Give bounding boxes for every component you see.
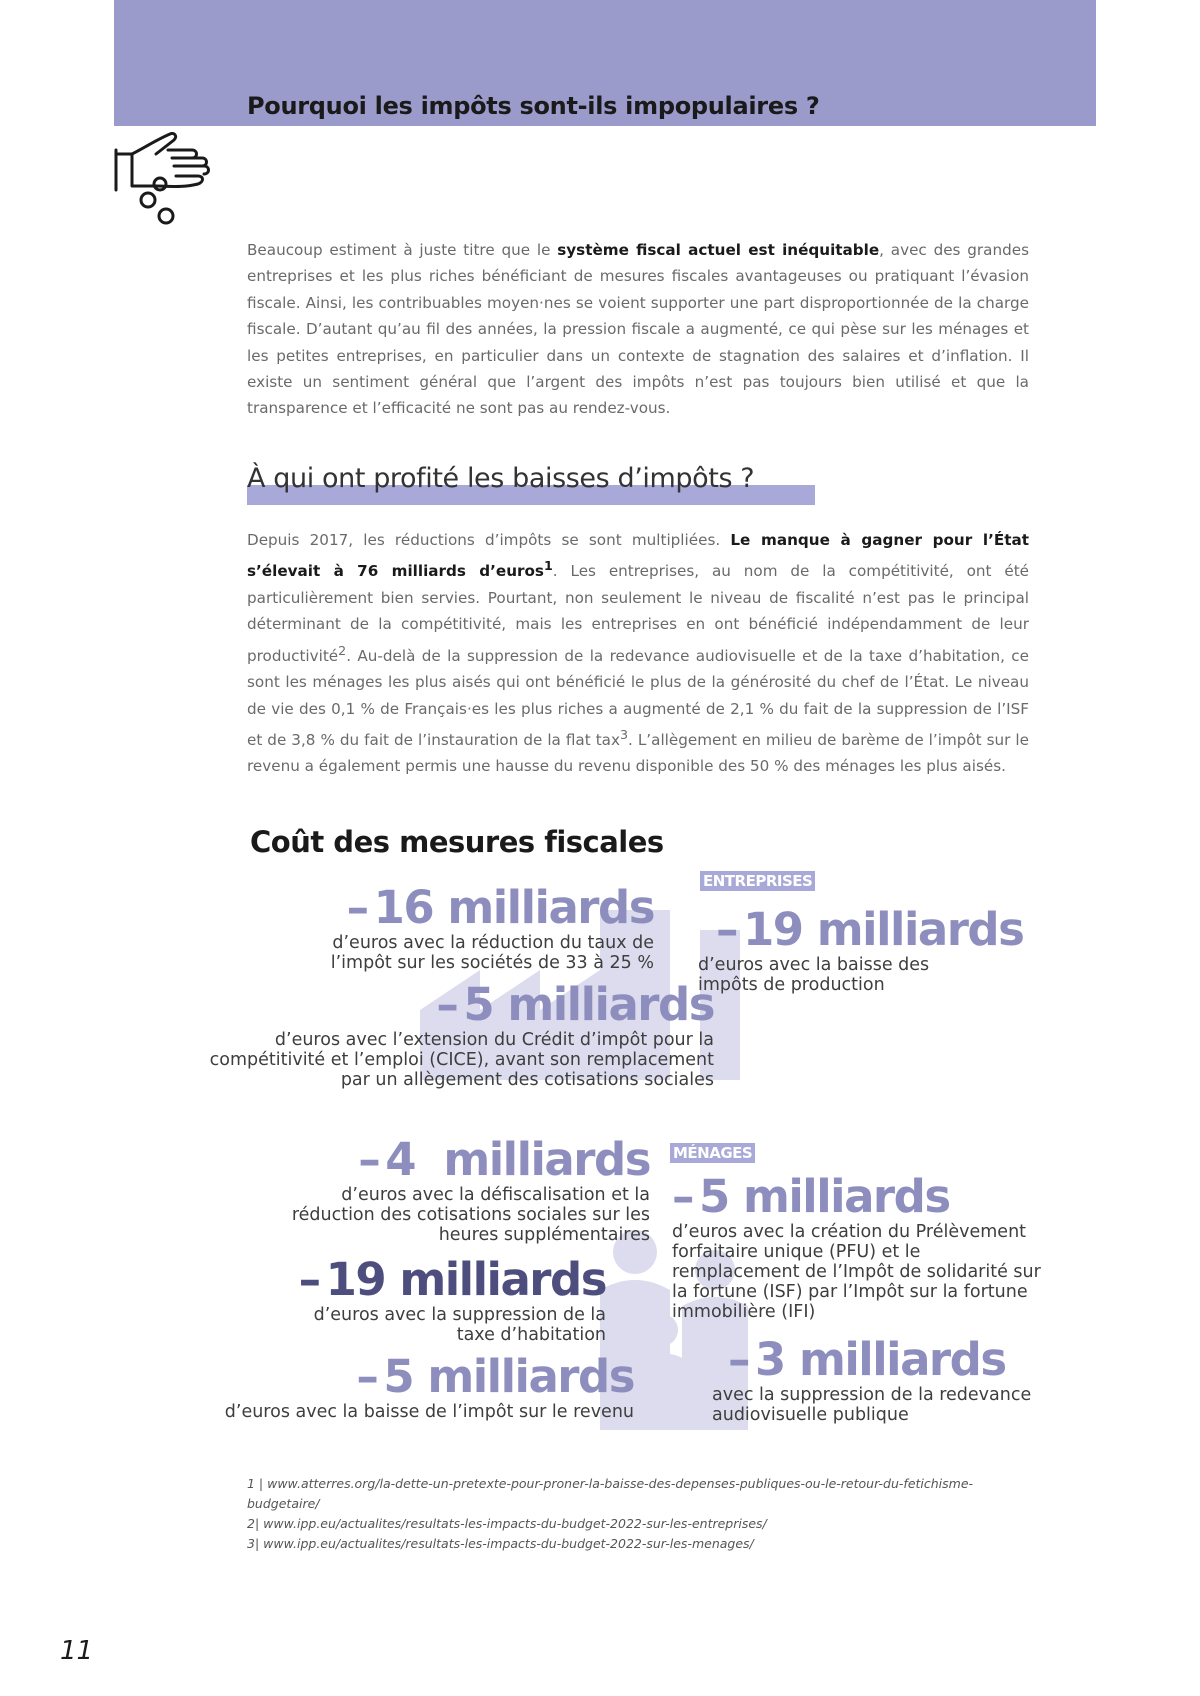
footnote-3: 3| www.ipp.eu/actualites/resultats-les-impacts-du-budget-2022-sur-les-menages/ <box>247 1536 754 1551</box>
measure-housing-tax <box>230 1255 606 1345</box>
measure-income-tax <box>200 1352 634 1422</box>
measure-amount: – 3 milliards <box>728 1333 1006 1386</box>
footnote-1: 1 | www.atterres.org/la-dette-un-pretexte-pour-proner-la-baisse-des-depenses-publiques-ou-le-retour-du-fetichisme-budgetaire/ <box>247 1476 974 1511</box>
measure-amount: – 19 milliards <box>716 903 1024 956</box>
page-title: Pourquoi les impôts sont-ils impopulaires ? <box>247 92 820 120</box>
entreprises-tag: ENTREPRISES <box>700 871 815 891</box>
measure-amount: – 16 milliards <box>346 881 654 934</box>
measure-production-tax <box>698 905 1038 995</box>
footnote-ref-3: 3 <box>619 726 629 742</box>
measure-amount: – 4 milliards <box>358 1133 650 1186</box>
measure-cice <box>200 980 714 1090</box>
body-paragraph: Depuis 2017, les réductions d’impôts se sont multipliées. Le manque à gagner pour l’État s’élevait à 76 milliards d’euros$^1$. Les entreprises, au nom de la compétitivité, ont été particulièrement bien servies. Pourtant, non seulement le niveau de fiscalité n’est pas le principal déterminant de la compétitivité, mais les entreprises en ont bénéficié indépendamment de leur productivité$^2$. Au-delà de la suppression de la redevance audiovisuelle et de la taxe d’habitation, ce sont les ménages les plus aisés qui ont bénéficié le plus de la générosité du chef de l’État. Le niveau de vie des 0,1 % de Français·es les plus riches a augmenté de 2,1 % du fait de la suppression de l’ISF et de 3,8 % du fait de l’instauration de la flat tax$^3$. L’allègement en milieu de barème de l’impôt sur le revenu a également permis une hausse du revenu disponible des 50 % des ménages les plus aisés. <box>247 531 1030 776</box>
measure-tv-license <box>712 1335 1042 1425</box>
section-heading-block <box>247 463 754 494</box>
hand-coins-icon <box>112 130 218 236</box>
page-number: 11 <box>60 1636 94 1666</box>
measure-description: d’euros avec la création du Prélèvement forfaitaire unique (PFU) et le remplacement de l’Impôt de solidarité sur la fortune (ISF) par l’Impôt sur la fortune immobilière (IFI) <box>672 1222 1041 1322</box>
menages-tag: MÉNAGES <box>670 1143 755 1163</box>
body-emphasis: Le manque à gagner pour l’État s’élevait à 76 milliards d’euros$^1$ <box>247 531 1029 581</box>
measure-amount: – 19 milliards <box>298 1253 606 1306</box>
measure-description: d’euros avec la réduction du taux de l’impôt sur les sociétés de 33 à 25 % <box>330 933 654 973</box>
measure-amount: – 5 milliards <box>672 1170 950 1223</box>
measure-description: d’euros avec la baisse des impôts de production <box>698 955 930 995</box>
measure-description: d’euros avec la défiscalisation et la réduction des cotisations sociales sur les heures supplémentaires <box>291 1185 650 1245</box>
measure-pfu-ifi <box>672 1172 1042 1322</box>
section-heading: À qui ont profité les baisses d’impôts ? <box>247 463 755 494</box>
footnote-ref-2: 2 <box>338 642 347 658</box>
intro-paragraph: Beaucoup estiment à juste titre que le système fiscal actuel est inéquitable, avec des grandes entreprises et les plus riches bénéficiant de mesures fiscales avantageuses ou pratiquant l’évasion fiscale. Ainsi, les contribuables moyen·nes se voient supporter une part disproportionnée de la charge fiscale. D’autant qu’au fil des années, la pression fiscale a augmenté, ce qui pèse sur les ménages et les petites entreprises, en particulier dans un contexte de stagnation des salaires et d’inflation. Il existe un sentiment général que l’argent des impôts n’est pas toujours bien utilisé et que la transparence et l’efficacité ne sont pas au rendez-vous. <box>247 241 1029 418</box>
measure-amount: – 5 milliards <box>356 1350 634 1403</box>
measure-corporate-tax <box>230 883 654 973</box>
footnote-2: 2| www.ipp.eu/actualites/resultats-les-impacts-du-budget-2022-sur-les-entreprises/ <box>247 1516 767 1531</box>
measure-description: d’euros avec la baisse de l’impôt sur le revenu <box>224 1402 634 1422</box>
footnotes <box>247 1474 1029 1554</box>
measure-description: avec la suppression de la redevance audiovisuelle publique <box>712 1385 1032 1425</box>
measure-description: d’euros avec la suppression de la taxe d’habitation <box>313 1305 606 1345</box>
infographic-title: Coût des mesures fiscales <box>250 825 664 859</box>
intro-emphasis: système fiscal actuel est inéquitable <box>557 241 880 259</box>
measure-description: d’euros avec l’extension du Crédit d’impôt pour la compétitivité et l’emploi (CICE), avant son remplacement par un allègement des cotisations sociales <box>209 1030 714 1090</box>
measure-overtime <box>250 1135 650 1245</box>
measure-amount: – 5 milliards <box>436 978 714 1031</box>
